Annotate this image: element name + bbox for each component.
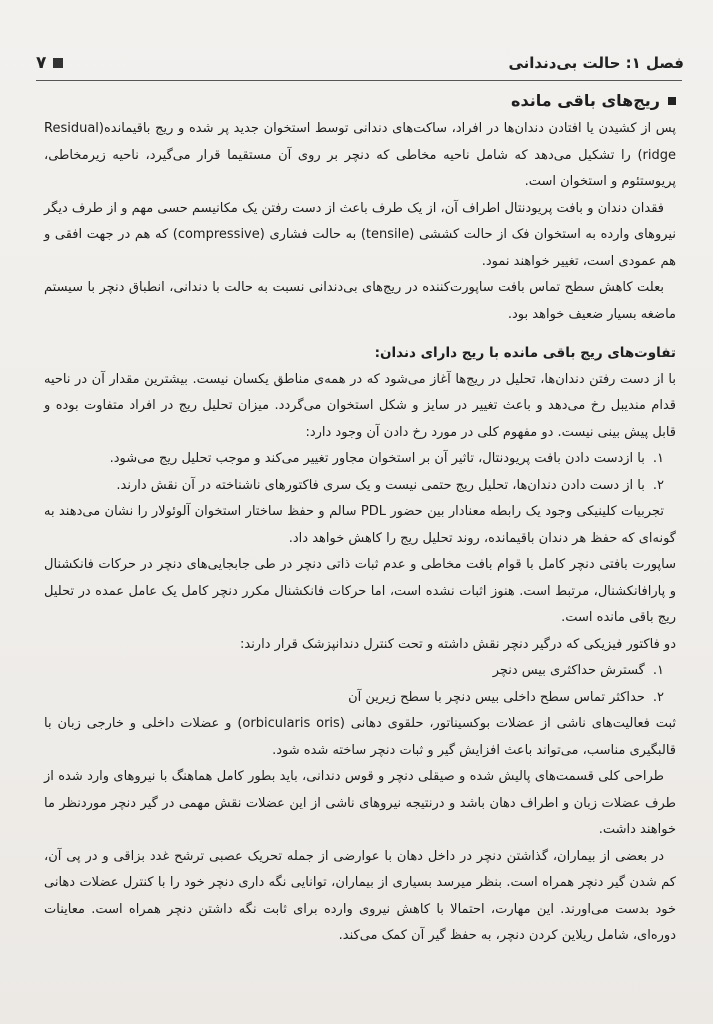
subsection-title: تفاوت‌های ریج باقی مانده با ریج دارای دندان: [374, 345, 676, 361]
paragraph: بعلت کاهش سطح تماس بافت ساپورت‌کننده در ریج‌های بی‌دندانی نسبت به حالت با دندانی، انطباق دنچر با سیستم ماضغه بسیار ضعیف خواهد بود. [44, 280, 676, 322]
section-heading [44, 88, 676, 114]
header-divider [36, 80, 682, 81]
paragraph: ثبت فعالیت‌های ناشی از عضلات بوکسیناتور، حلقوی دهانی (orbicularis oris) و عضلات داخلی و خارجی زبان با قالبگیری مناسب، می‌تواند باعث افزایش گیر و ثبات دنچر ساخته شده شود. [44, 716, 676, 758]
page-number-group [36, 53, 63, 73]
list-item-text: حداکثر تماس سطح داخلی بیس دنچر با سطح زیرین آن [348, 689, 645, 705]
list-item-number: ۱. [652, 451, 664, 466]
section-title: ریج‌های باقی مانده [511, 91, 660, 110]
page-header [36, 48, 684, 78]
list-item-number: ۲. [652, 689, 664, 705]
paragraph: ساپورت بافتی دنچر کامل با قوام بافت مخاطی و عدم ثبات ذاتی دنچر در طی جابجایی‌های دنچر در حرکات فانکشنال و پارافانکشنال، مرتبط است. هنوز اثبات نشده است، اما حرکات فانکشنال مکرر دنچر کامل یک عامل عمده در تحلیل ریج باقی مانده است. [44, 557, 676, 625]
list-item-number: ۱. [652, 663, 664, 678]
list-item [44, 446, 676, 473]
paragraph: در بعضی از بیماران، گذاشتن دنچر در داخل دهان با عوارضی از جمله تحریک عصبی ترشح غدد بزاقی و در پی آن، کم شدن گیر دنچر همراه است. بنظر میرسد بسیاری از بیماران، توانایی نگه داری دنچر خود را با کنترل عضلات دهانی خود بدست می‌اورند. این مهارت، احتمالا با کاهش نیروی وارده برای ثابت نگه داشتن دنچر همراه است. معاینات دوره‌ای، شامل ریلاین کردن دنچر، به حفظ گیر آن کمک می‌کند. [44, 848, 676, 943]
page-number: ۷ [36, 53, 47, 73]
paragraph: تجربیات کلینیکی وجود یک رابطه معنادار بین حضور PDL سالم و حفظ ساختار استخوان آلوئولار را نشان می‌دهند به گونه‌ای که حفظ هر دندان باقیمانده، روند تحلیل ریج را کاهش خواهد داد. [44, 504, 676, 546]
list-item [44, 658, 676, 685]
list-item [44, 473, 676, 500]
paragraph: طراحی کلی قسمت‌های پالیش شده و صیقلی دنچر و قوس دندانی، باید بطور کامل هماهنگ با نیروهای وارد شده از طرف عضلات زبان و اطراف دهان باشد و درنتیجه نیروهای ناشی از این عضلات نقش مهمی در گیر دنچر مورد‌نظر ما خواهند داشت. [44, 769, 676, 837]
square-bullet-icon [668, 97, 676, 105]
paragraph: دو فاکتور فیزیکی که درگیر دنچر نقش داشته و تحت کنترل دندانپزشک قرار دارند: [239, 636, 676, 652]
list-item [44, 685, 676, 712]
paragraph: با از دست رفتن دندان‌ها، تحلیل در ریج‌ها آغاز می‌شود که در همه‌ی مناطق یکسان نیست. بیشترین مقدار آن در ناحیه قدام مندیبل رخ می‌دهد و باعث تغییر در سایز و شکل استخوان می‌گردد. میزان تحلیل ریج در افراد متفاوت بوده و قابل پیش بینی نیست. دو مفهوم کلی در مورد رخ دادن آن وجود دارد: [44, 371, 676, 440]
page-body [44, 88, 676, 950]
paragraph: فقدان دندان و بافت پریودنتال اطراف آن، از یک طرف باعث از دست رفتن یک مکانیسم حسی مهم و از طرف دیگر نیروهای وارده به استخوان فک از حالت کششی (tensile) به حالت فشاری (compressive) که هم در جهت افقی و هم عمودی است، تغییر خواهند نمود. [44, 200, 676, 269]
paragraph: پس از کشیدن یا افتادن دندان‌ها در افراد، ساکت‌های دندانی توسط استخوان جدید پر شده و ریج باقیمانده(Residual ridge) را تشکیل می‌دهد که شامل ناحیه مخاطی که دنچر بر روی آن مستقیما قرار می‌گیرد، ناحیه زیرمخاطی، پریوستئوم و استخوان است. [44, 121, 676, 189]
list-item-text: با از دست دادن دندان‌ها، تحلیل ریج حتمی نیست و یک سری فاکتورهای ناشناخته در آن نقش دارند. [116, 477, 645, 493]
list-item-text: با ازدست دادن بافت پریودنتال، تاثیر آن بر استخوان مجاور تغییر می‌کند و موجب تحلیل ریج می‌شود. [109, 451, 645, 466]
list-item-number: ۲. [652, 477, 664, 493]
list-item-text: گسترش حداکثری بیس دنچر [492, 663, 645, 678]
square-marker-icon [53, 58, 63, 68]
chapter-title: فصل ۱: حالت بی‌دندانی [508, 54, 684, 72]
